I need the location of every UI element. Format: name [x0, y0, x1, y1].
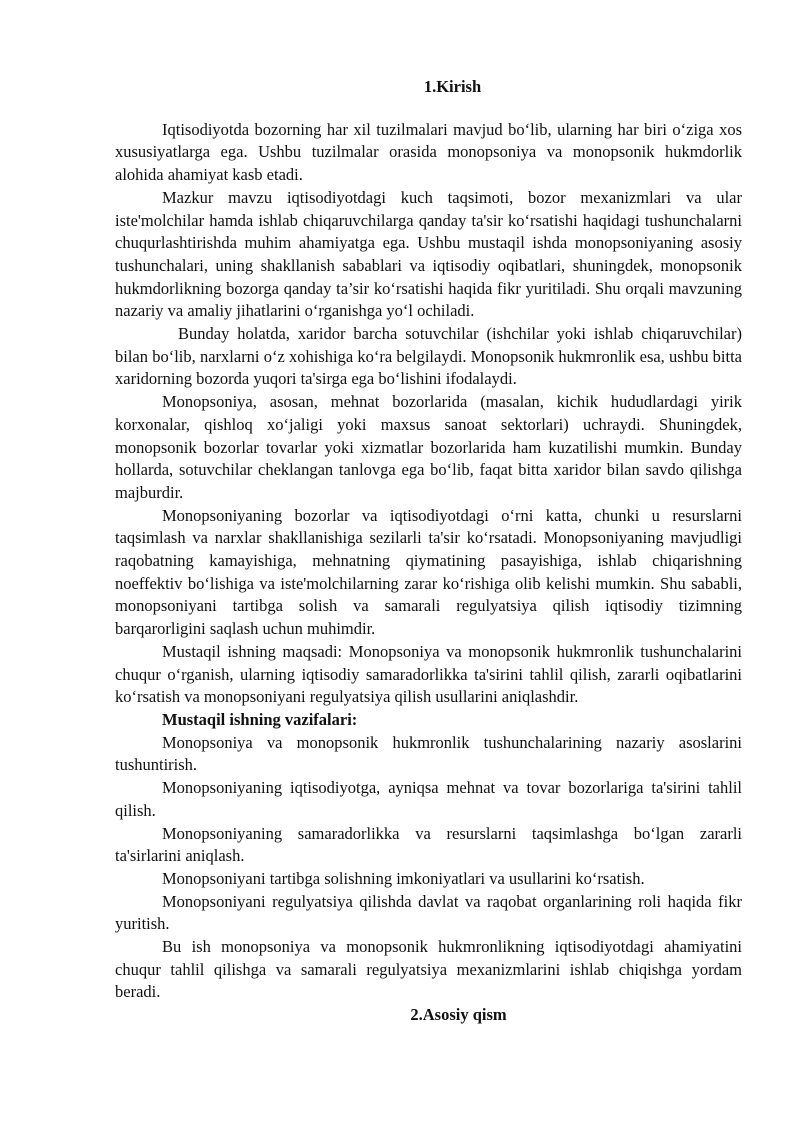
task-item-5: Monopsoniyani regulyatsiya qilishda davlat va raqobat organlarining roli haqida fikr yuritish. [115, 891, 742, 934]
paragraph-5: Monopsoniyaning bozorlar va iqtisodiyotdagi oʻrni katta, chunki u resurslarni taqsimlash va narxlar shakllanishiga sezilarli ta'sir koʻrsatadi. Monopsoniyaning mavjudligi raqobatning kamayishiga, mehnatning qiymatining pasayishiga, ishlab chiqarishning noeffektiv boʻlishiga va iste'molchilarning zarar koʻrishiga olib kelishi mumkin. Shu sababli, monopsoniyani tartibga solish va samarali regulyatsiya qilish iqtisodiy tizimning barqarorligini saqlash uchun muhimdir. [115, 505, 742, 639]
task-item-4: Monopsoniyani tartibga solishning imkoniyatlari va usullarini koʻrsatish. [162, 868, 645, 888]
task-item-3: Monopsoniyaning samaradorlikka va resurslarni taqsimlashga boʻlgan zararli ta'sirlarini aniqlash. [115, 823, 742, 866]
paragraph-2: Mazkur mavzu iqtisodiyotdagi kuch taqsimoti, bozor mexanizmlari va ular iste'molchilar hamda ishlab chiqaruvchilarga qanday ta'sir koʻrsatishi haqidagi tushunchalarni chuqurlashtirishda muhim ahamiyatga ega. Ushbu mustaqil ishda monopsoniyaning asosiy tushunchalari, uning shakllanish sabablari va iqtisodiy oqibatlari, shuningdek, monopsonik hukmdorlikning bozorga qanday ta’sir koʻrsatishi haqida fikr yuritiladi. Shu orqali mavzuning nazariy va amaliy jihatlarini oʻrganishga yoʻl ochiladi. [115, 187, 742, 321]
section-heading-intro: 1.Kirish [423, 77, 482, 96]
document-page [115, 76, 742, 1027]
tasks-heading: Mustaqil ishning vazifalari: [162, 709, 358, 729]
conclusion-paragraph: Bu ish monopsoniya va monopsonik hukmronlikning iqtisodiyotdagi ahamiyatini chuqur tahlil qilishga va samarali regulyatsiya mexanizmlarini ishlab chiqishga yordam beradi. [115, 937, 742, 1002]
paragraph-4: Monopsoniya, asosan, mehnat bozorlarida (masalan, kichik hududlardagi yirik korxonalar, qishloq xoʻjaligi yoki maxsus sanoat sektorlari) uchraydi. Shuningdek, monopsonik bozorlar tovarlar yoki xizmatlar bozorlarida ham kuzatilishi mumkin. Bunday hollarda, sotuvchilar cheklangan tanlovga ega boʻlib, faqat bitta xaridor bilan savdo qilishga majburdir. [115, 392, 742, 502]
task-item-1: Monopsoniya va monopsonik hukmronlik tushunchalarining nazariy asoslarini tushuntirish. [115, 732, 742, 775]
paragraph-6: Mustaqil ishning maqsadi: Monopsoniya va monopsonik hukmronlik tushunchalarini chuqur oʻrganish, ularning iqtisodiy samaradorlikka ta'sirini tahlil qilish, zararli oqibatlarini koʻrsatish va monopsoniyani regulyatsiya qilish usullarini aniqlashdir. [115, 641, 742, 707]
paragraph-1: Iqtisodiyotda bozorning har xil tuzilmalari mavjud boʻlib, ularning har biri oʻziga xos xususiyatlarga ega. Ushbu tuzilmalar orasida monopsoniya va monopsonik hukmdorlik alohida ahamiyat kasb etadi. [115, 119, 742, 185]
section-heading-main: 2.Asosiy qism [410, 1005, 507, 1025]
paragraph-3: Bunday holatda, xaridor barcha sotuvchilar (ishchilar yoki ishlab chiqaruvchilar) bilan boʻlib, narxlarni oʻz xohishiga koʻra belgilaydi. Monopsonik hukmronlik esa, ushbu bitta xaridorning bozorda yuqori ta'sirga ega boʻlishini ifodalaydi. [115, 324, 742, 389]
task-item-2: Monopsoniyaning iqtisodiyotga, ayniqsa mehnat va tovar bozorlariga ta'sirini tahlil qilish. [115, 778, 742, 820]
